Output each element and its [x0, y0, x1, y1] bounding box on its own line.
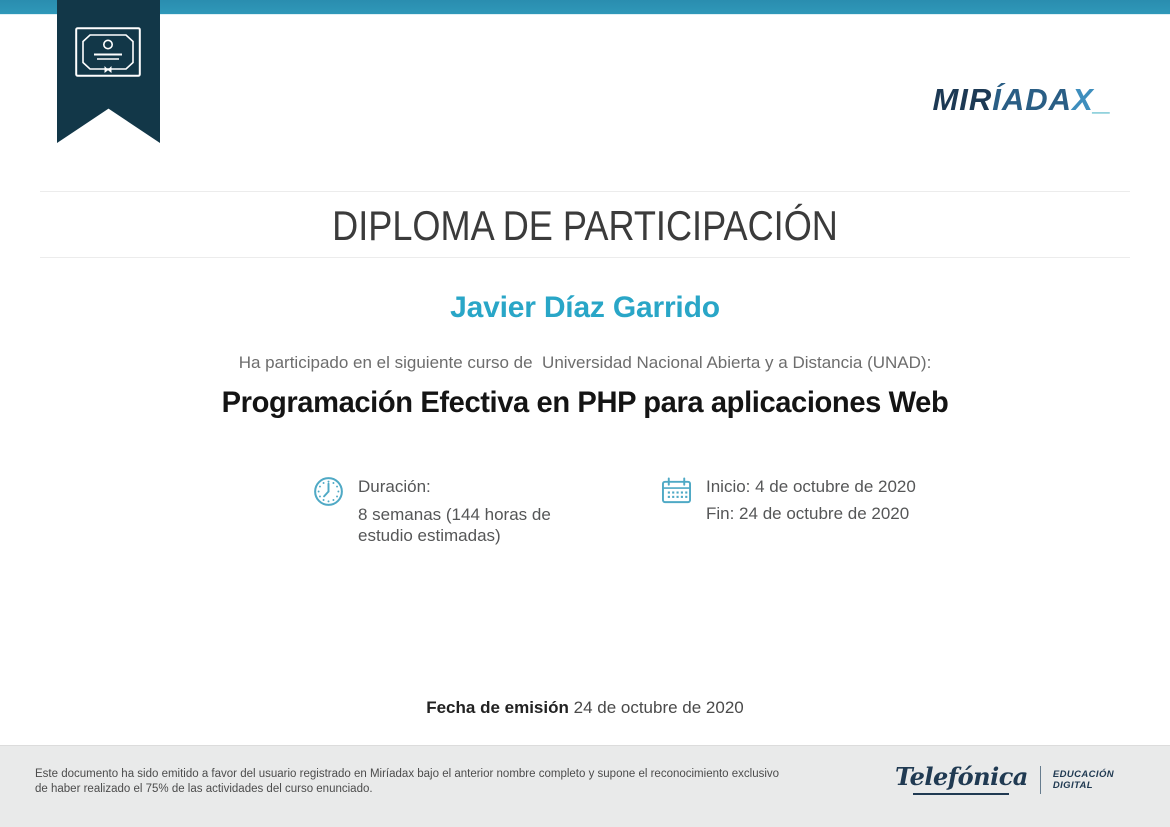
- start-date: Inicio: 4 de octubre de 2020: [706, 477, 916, 496]
- top-accent-bar: [0, 0, 1170, 15]
- brand-divider: [1040, 766, 1041, 794]
- miriadax-logo: MIRÍADAX_: [932, 82, 1112, 117]
- telefonica-logo: Telefónica: [895, 764, 1028, 795]
- issue-date-line: [0, 698, 1170, 718]
- certificate-icon: [75, 27, 141, 79]
- telefonica-underline: [913, 793, 1009, 795]
- dates-block: [661, 473, 991, 527]
- diploma-title: DIPLOMA DE PARTICIPACIÓN: [332, 202, 838, 249]
- recipient-name: Javier Díaz Garrido: [450, 291, 720, 324]
- issue-date-value: 24 de octubre de 2020: [568, 698, 744, 717]
- telefonica-brand-block: [895, 764, 1114, 795]
- footer-band: [0, 745, 1170, 827]
- certificate-ribbon: [57, 0, 160, 143]
- issue-date-label: Fecha de emisión: [426, 698, 569, 717]
- divider-bottom: [40, 257, 1130, 258]
- course-title: Programación Efectiva en PHP para aplicaciones Web: [221, 386, 949, 419]
- course-intro-text: Ha participado en el siguiente curso de Universidad Nacional Abierta y a Distancia (UNAD):: [238, 353, 932, 372]
- logo-text: MIR: [932, 82, 993, 117]
- disclaimer-text: Este documento ha sido emitido a favor del usuario registrado en Miríadax bajo el anterior nombre completo y supone el reconocimiento exclusivo de haber realizado el 75% de las actividades del curso enunciado.: [35, 768, 780, 795]
- end-date: Fin: 24 de octubre de 2020: [706, 504, 910, 523]
- calendar-icon: [661, 473, 692, 527]
- duration-value: 8 semanas (144 horas de estudio estimadas): [358, 505, 551, 545]
- logo-underscore: _: [1093, 82, 1112, 117]
- duration-block: [313, 473, 613, 546]
- clock-icon: [313, 473, 344, 546]
- educacion-digital-label: EDUCACIÓN DIGITAL: [1052, 768, 1114, 791]
- duration-label: Duración:: [358, 477, 431, 496]
- divider-top: [40, 191, 1130, 192]
